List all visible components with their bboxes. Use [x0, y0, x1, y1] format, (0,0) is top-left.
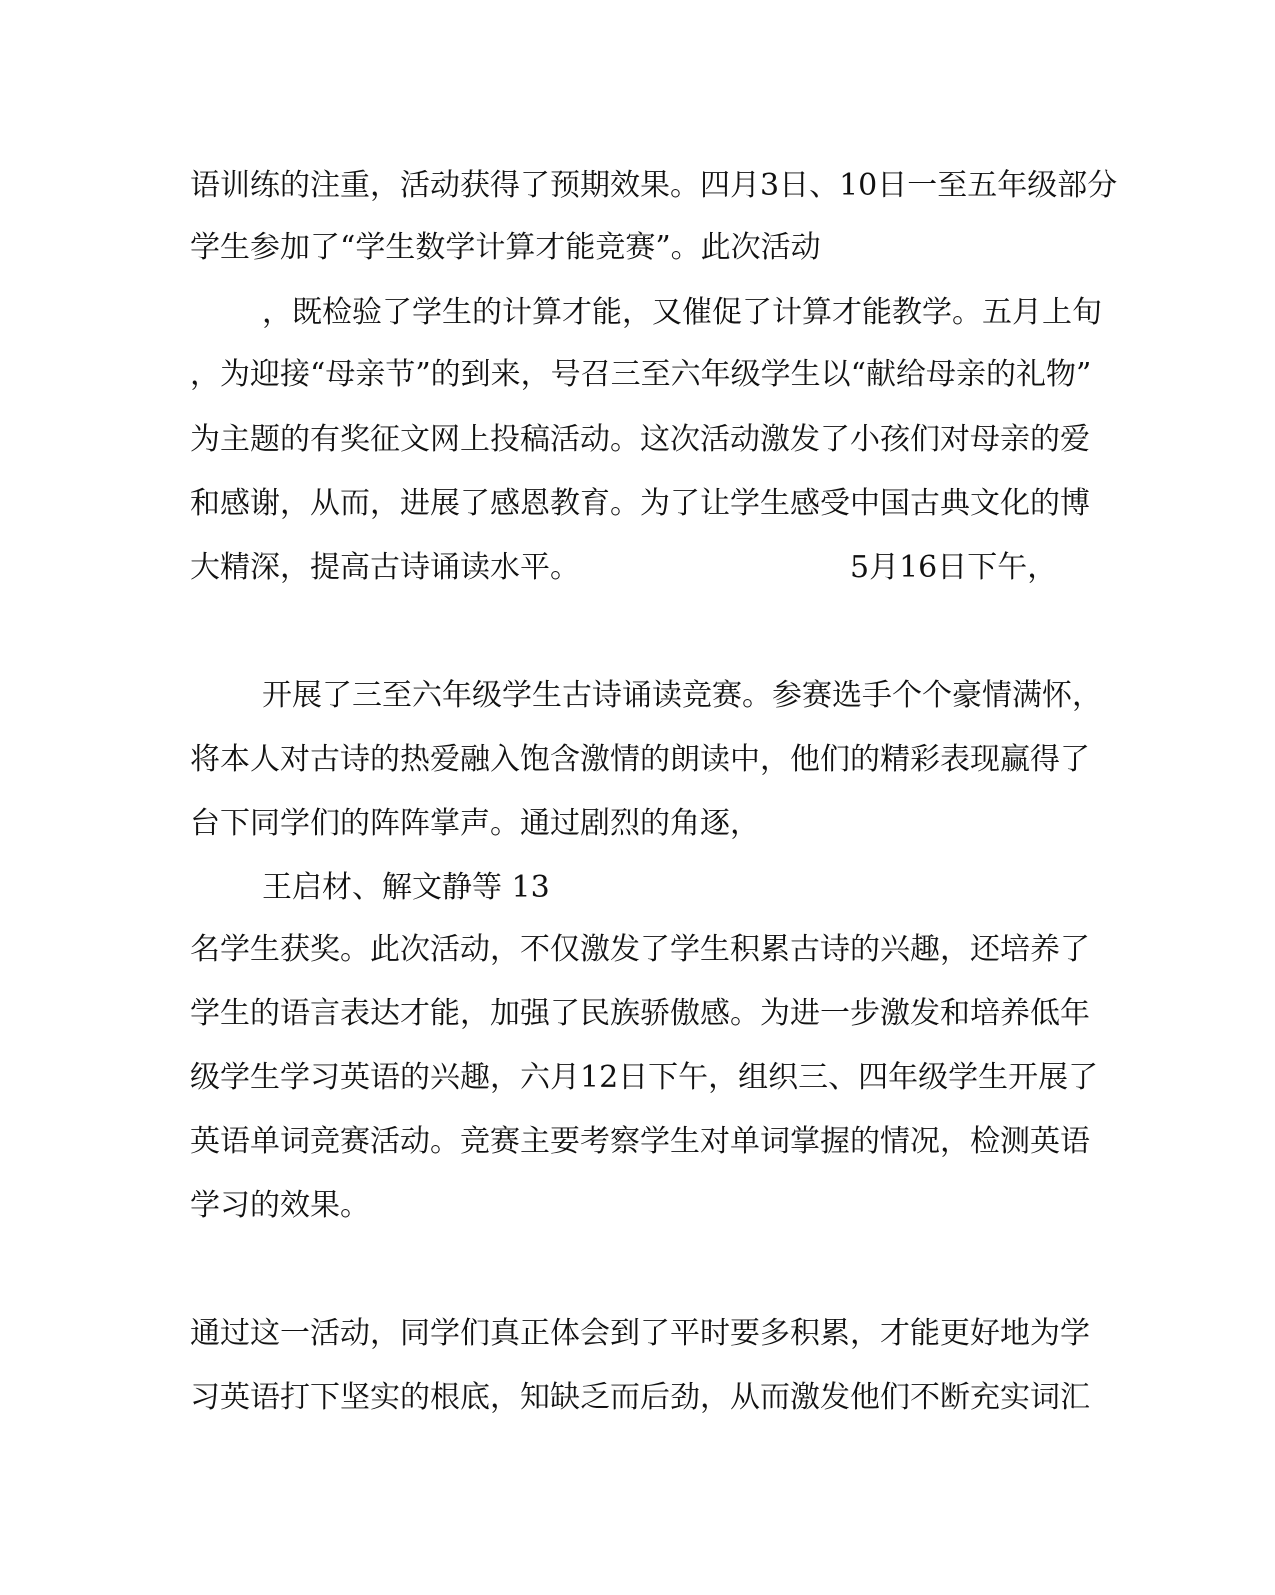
text-line: 大精深，提高古诗诵读水平。: [190, 550, 580, 585]
text-line-date: 5月16日下午，: [850, 550, 1058, 585]
text-line: 学生的语言表达才能，加强了民族骄傲感。为进一步激发和培养低年: [190, 996, 1090, 1031]
text-line: 通过这一活动，同学们真正体会到了平时要多积累，才能更好地为学: [190, 1316, 1090, 1351]
text-line: 习英语打下坚实的根底，知缺乏而后劲，从而激发他们不断充实词汇: [190, 1380, 1090, 1415]
text-line: 学习的效果。: [190, 1188, 370, 1223]
text-line: 台下同学们的阵阵掌声。通过剧烈的角逐，: [190, 806, 760, 841]
text-line: 级学生学习英语的兴趣，六月12日下午，组织三、四年级学生开展了: [190, 1060, 1099, 1095]
text-line: ，为迎接“母亲节”的到来，号召三至六年级学生以“献给母亲的礼物”: [190, 357, 1092, 392]
text-line: 语训练的注重，活动获得了预期效果。四月3日、10日一至五年级部分: [190, 168, 1118, 203]
text-line: 名学生获奖。此次活动，不仅激发了学生积累古诗的兴趣，还培养了: [190, 932, 1090, 967]
text-line: 王启材、解文静等 13: [262, 870, 550, 905]
text-line: 将本人对古诗的热爱融入饱含激情的朗读中，他们的精彩表现赢得了: [190, 742, 1090, 777]
text-line: 英语单词竞赛活动。竞赛主要考察学生对单词掌握的情况，检测英语: [190, 1124, 1090, 1159]
text-line: 和感谢，从而，进展了感恩教育。为了让学生感受中国古典文化的博: [190, 486, 1090, 521]
text-line: ，既检验了学生的计算才能，又催促了计算才能教学。五月上旬: [262, 295, 1102, 330]
text-line: 学生参加了“学生数学计算才能竞赛”。此次活动: [190, 230, 821, 265]
text-line: 为主题的有奖征文网上投稿活动。这次活动激发了小孩们对母亲的爱: [190, 422, 1090, 457]
text-line: 开展了三至六年级学生古诗诵读竞赛。参赛选手个个豪情满怀，: [262, 678, 1102, 713]
